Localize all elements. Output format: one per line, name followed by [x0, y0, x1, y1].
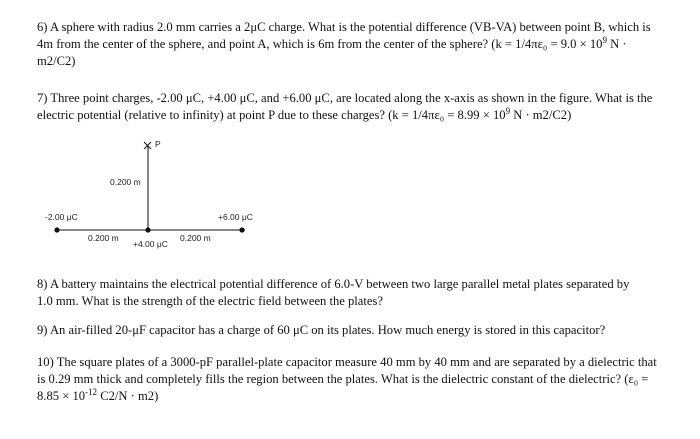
question-6 — [37, 19, 677, 70]
middle-charge-dot — [145, 227, 150, 232]
question-8 — [37, 276, 677, 310]
right-charge-label: +6.00 μC — [218, 212, 253, 222]
middle-charge-label: +4.00 μC — [133, 239, 168, 249]
point-p-label: P — [155, 139, 161, 149]
question-9 — [37, 322, 677, 339]
q7-exponent: 9 — [505, 105, 511, 116]
q7-line2: electric potential (relative to infinity) at point P due to these charges? ($k = 1/4\pi\varepsilon_0 = 8.99 \times 10^9$ N · m2/C2) — [37, 105, 572, 122]
q10-line3: $8.85 \times 10^{-12}$ C2/N · m2) — [37, 386, 159, 403]
point-p-marker — [144, 142, 151, 149]
q8-line1: 8) A battery maintains the electrical potential difference of 6.0-V between two large parallel metal plates separated by — [37, 277, 630, 291]
q6-line3: m2/C2) — [37, 54, 76, 68]
q10-line1: 10) The square plates of a 3000-pF parallel-plate capacitor measure 40 mm by 40 mm and are separated by a dielectric that — [37, 355, 657, 369]
q10-exponent: -12 — [85, 386, 98, 397]
q7-line1: 7) Three point charges, -2.00 μC, +4.00 μC, and +6.00 μC, are located along the x-axis as shown in the figure. What is the — [37, 91, 653, 105]
q6-line2: 4m from the center of the sphere, and point A, which is 6m from the center of the sphere? ($k = 1/4\pi\varepsilon_0 = 9.0 \times 10^9$ N · — [37, 34, 627, 51]
right-charge-dot — [239, 227, 244, 232]
question-10 — [37, 354, 677, 405]
right-distance-label: 0.200 m — [180, 233, 211, 243]
vertical-distance-label: 0.200 m — [110, 177, 141, 187]
q6-line1: 6) A sphere with radius 2.0 mm carries a 2μC charge. What is the potential difference (VB-VA) between point B, which is — [37, 20, 651, 34]
q9-line1: 9) An air-filled 20-μF capacitor has a charge of 60 μC on its plates. How much energy is stored in this capacitor? — [37, 323, 606, 337]
q10-line2: is 0.29 mm thick and completely fills the region between the plates. What is the dielectric constant of the dielectric? (ε₀ = — [37, 372, 649, 386]
q6-exponent: 9 — [602, 34, 607, 45]
left-charge-label: -2.00 μC — [45, 212, 78, 222]
left-distance-label: 0.200 m — [88, 233, 119, 243]
question-7 — [37, 90, 677, 124]
q8-line2: 1.0 mm. What is the strength of the electric field between the plates? — [37, 294, 383, 308]
left-charge-dot — [54, 227, 59, 232]
